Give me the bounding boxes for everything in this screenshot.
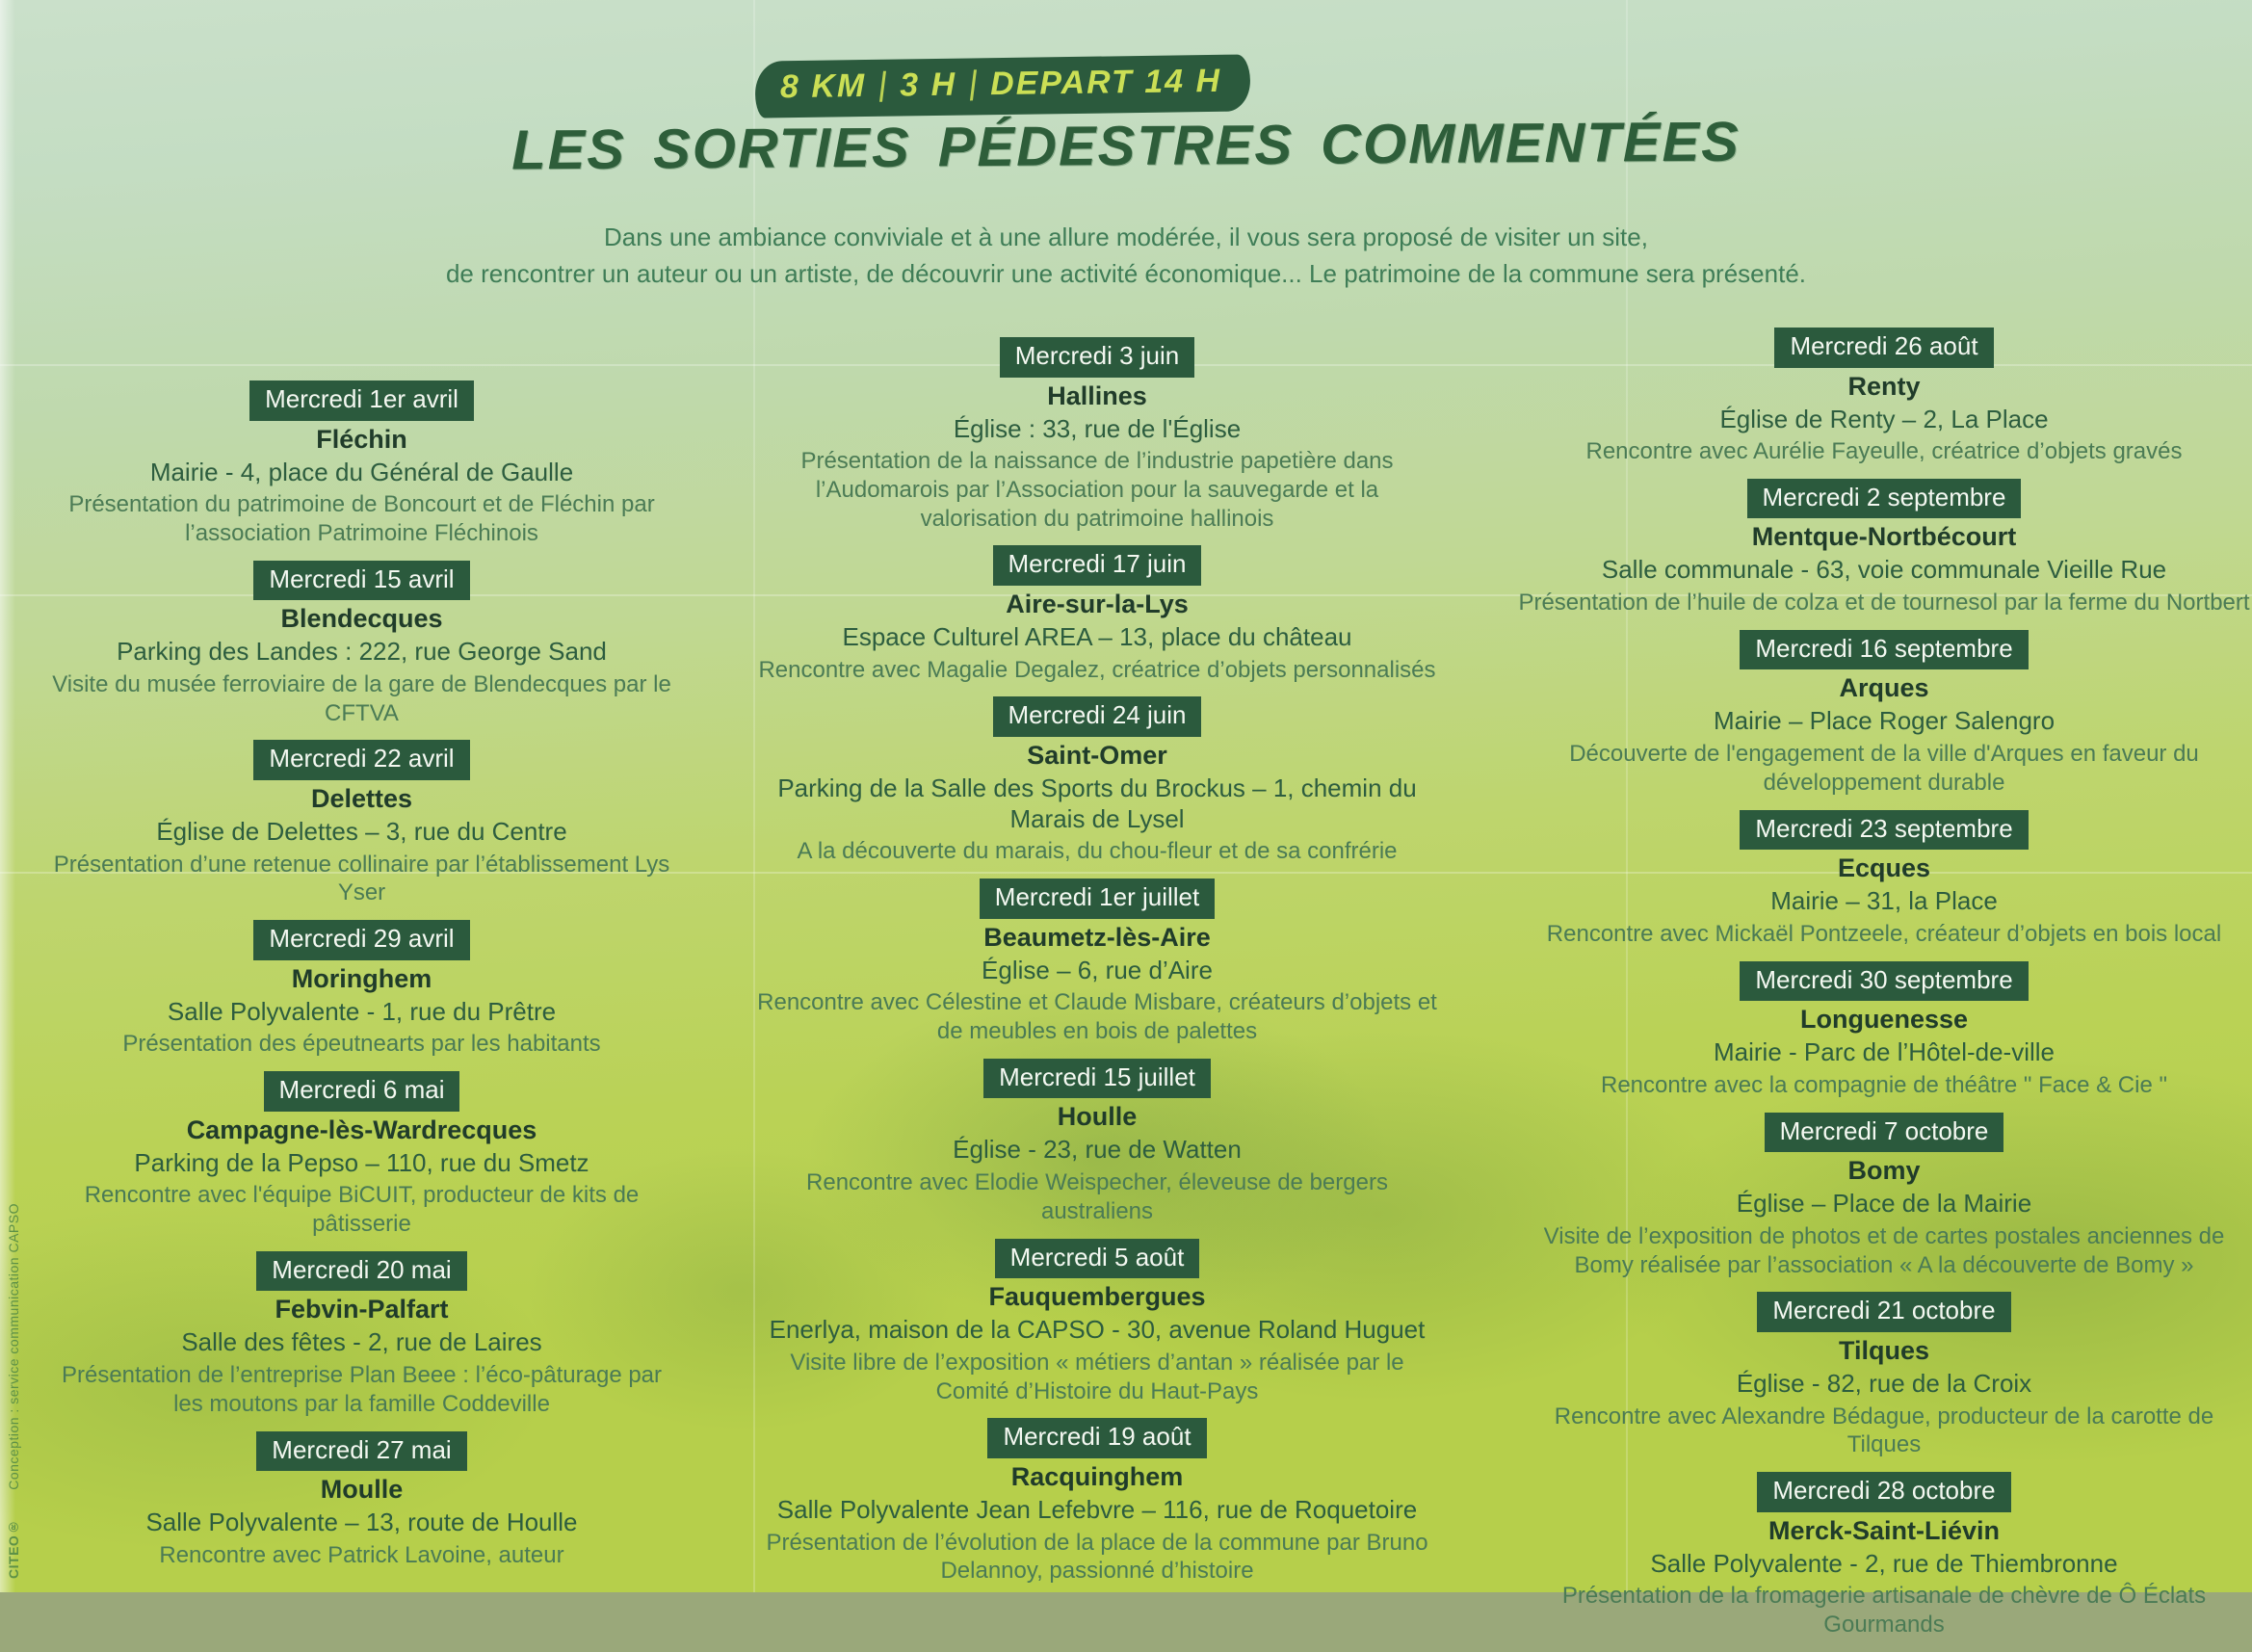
event-date-badge: Mercredi 5 août — [995, 1239, 1200, 1279]
event-date-badge: Mercredi 21 octobre — [1757, 1292, 2010, 1332]
event-description: Rencontre avec Alexandre Bédague, producteur de la carotte de Tilques — [1554, 1403, 2214, 1458]
event-description: Rencontre avec Elodie Weispecher, éleveuse de bergers australiens — [806, 1169, 1388, 1224]
intro-line-2: de rencontrer un auteur ou un artiste, de découvrir une activité économique... Le patrimoine de la commune sera présenté. — [445, 258, 1807, 288]
event-venue: Enerlya, maison de la CAPSO - 30, avenue Roland Huguet — [769, 1315, 1426, 1345]
event-date-badge: Mercredi 6 mai — [264, 1071, 460, 1112]
event-venue: Salle communale - 63, voie communale Vieille Rue — [1601, 555, 2167, 585]
event-commune: Febvin-Palfart — [275, 1295, 449, 1324]
credit-vertical-text — [6, 1203, 21, 1579]
event-venue: Espace Culturel AREA – 13, place du château — [842, 621, 1352, 651]
event-description: Rencontre avec Magalie Degalez, créatrice d’objets personnalisés — [758, 656, 1436, 683]
event-description: Rencontre avec Patrick Lavoine, auteur — [159, 1541, 564, 1568]
event-description: Découverte de l'engagement de la ville d'Arques en faveur du développement durable — [1569, 741, 2199, 796]
event-venue: Église – 6, rue d’Aire — [982, 955, 1213, 984]
walk-info-badge — [755, 54, 1251, 118]
event-description: Visite de l’exposition de photos et de cartes postales anciennes de Bomy réalisée par l’association « A la découverte de Bomy » — [1543, 1222, 2225, 1278]
event-commune: Tilques — [1838, 1335, 1930, 1365]
event — [1518, 479, 2250, 617]
event-description: Présentation de l’évolution de la place de la commune par Bruno Delannoy, passionné d’histoire — [766, 1529, 1428, 1585]
events-column-september-october — [1518, 328, 2250, 1652]
event-venue: Église de Renty – 2, La Place — [1719, 404, 2049, 433]
event-date-badge: Mercredi 15 juillet — [983, 1059, 1211, 1099]
event — [757, 337, 1437, 533]
event-venue: Salle Polyvalente Jean Lefebvre – 116, rue de Roquetoire — [776, 1494, 1418, 1524]
event-venue: Église – Place de la Mairie — [1736, 1189, 2032, 1219]
event-date-badge: Mercredi 1er juillet — [980, 878, 1215, 919]
page-title: LES SORTIES PÉDESTRES COMMENTÉES — [511, 110, 1741, 182]
event-description: Rencontre avec Mickaël Pontzeele, créateur d’objets en bois local — [1546, 920, 2222, 947]
event-date-badge: Mercredi 27 mai — [256, 1431, 466, 1472]
event-date-badge: Mercredi 28 octobre — [1757, 1472, 2010, 1512]
event-date-badge: Mercredi 24 juin — [993, 696, 1202, 737]
event-date-badge: Mercredi 3 juin — [1000, 337, 1195, 378]
event-commune: Renty — [1847, 371, 1921, 401]
event-venue: Parking de la Salle des Sports du Brockus – 1, chemin du Marais de Lysel — [777, 773, 1417, 833]
event — [46, 1251, 677, 1419]
event — [757, 696, 1437, 866]
event-date-badge: Mercredi 29 avril — [253, 920, 469, 960]
event-venue: Église - 23, rue de Watten — [953, 1135, 1242, 1165]
event-commune: Houlle — [1057, 1102, 1138, 1132]
intro-text — [0, 220, 2252, 292]
event — [757, 545, 1437, 684]
event-venue: Église - 82, rue de la Croix — [1736, 1368, 2032, 1398]
event-description: Visite du musée ferroviaire de la gare de Blendecques par le CFTVA — [52, 670, 671, 726]
event — [1518, 1292, 2250, 1459]
event-date-badge: Mercredi 26 août — [1774, 328, 1993, 368]
event — [1518, 1472, 2250, 1639]
event-commune: Longuenesse — [1799, 1005, 1969, 1035]
event-venue: Parking des Landes : 222, rue George Sand — [117, 637, 607, 667]
event — [757, 1239, 1437, 1406]
event-description: Rencontre avec l'équipe BiCUIT, producteur de kits de pâtisserie — [84, 1182, 640, 1238]
event-date-badge: Mercredi 20 mai — [256, 1251, 466, 1292]
walk-departure: DEPART 14 H — [989, 62, 1222, 103]
event-venue: Salle des fêtes - 2, rue de Laires — [181, 1327, 542, 1357]
separator-bar — [879, 70, 886, 101]
event-description: Présentation de l’huile de colza et de tournesol par la ferme du Nortbert — [1518, 590, 2250, 616]
event — [1518, 328, 2250, 466]
event-description: Présentation des épeutnearts par les habitants — [122, 1031, 601, 1058]
event-commune: Blendecques — [280, 604, 443, 634]
event-description: Rencontre avec la compagnie de théâtre " Face & Cie " — [1600, 1071, 2168, 1098]
event — [757, 1418, 1437, 1586]
event — [757, 1059, 1437, 1226]
event-commune: Delettes — [310, 783, 413, 813]
intro-line-1: Dans une ambiance conviviale et à une allure modérée, il vous sera proposé de visiter un site, — [604, 223, 1648, 251]
event-description: Présentation de la fromagerie artisanale de chèvre de Ô Éclats Gourmands — [1561, 1583, 2207, 1638]
event-date-badge: Mercredi 19 août — [987, 1418, 1206, 1458]
event-commune: Bomy — [1847, 1156, 1921, 1186]
event — [757, 878, 1437, 1046]
event-commune: Ecques — [1837, 853, 1931, 883]
separator-bar — [970, 69, 977, 100]
event — [1518, 961, 2250, 1100]
event-description: Rencontre avec Célestine et Claude Misbare, créateurs d’objets et de meubles en bois de palettes — [757, 989, 1437, 1045]
event-commune: Mentque-Nortbécourt — [1751, 522, 2017, 552]
event-date-badge: Mercredi 30 septembre — [1740, 961, 2028, 1002]
events-column-june-august — [757, 337, 1437, 1598]
event-commune: Moringhem — [291, 963, 432, 993]
event-description: Rencontre avec Aurélie Fayeulle, créatrice d’objets gravés — [1585, 438, 2183, 465]
event-description: A la découverte du marais, du chou-fleur et de sa confrérie — [797, 838, 1398, 865]
event-venue: Mairie – 31, la Place — [1770, 886, 1998, 916]
event-description: Présentation de la naissance de l’industrie papetière dans l’Audomarois par l’Association pour la sauvegarde et la valorisation du patrimoine hallinois — [800, 448, 1394, 532]
event-description: Présentation du patrimoine de Boncourt et de Fléchin par l’association Patrimoine Fléchinois — [68, 491, 655, 546]
event-venue: Église : 33, rue de l'Église — [953, 413, 1242, 443]
event-commune: Saint-Omer — [1027, 740, 1167, 770]
event-commune: Merck-Saint-Liévin — [1768, 1515, 2001, 1545]
event — [46, 1431, 677, 1570]
event-venue: Église de Delettes – 3, rue du Centre — [156, 816, 567, 846]
event-description: Visite libre de l’exposition « métiers d’antan » réalisée par le Comité d’Histoire du Haut-Pays — [790, 1349, 1404, 1404]
event-venue: Mairie - 4, place du Général de Gaulle — [149, 457, 574, 486]
event-date-badge: Mercredi 2 septembre — [1747, 479, 2022, 519]
event-venue: Parking de la Pepso – 110, rue du Smetz — [134, 1147, 589, 1177]
event-venue: Salle Polyvalente - 2, rue de Thiembronne — [1650, 1548, 2118, 1578]
event-commune: Beaumetz-lès-Aire — [983, 922, 1211, 952]
event-description: Présentation d’une retenue collinaire par l’établissement Lys Yser — [53, 851, 670, 906]
event — [1518, 810, 2250, 949]
event — [46, 561, 677, 728]
event-commune: Fléchin — [316, 424, 407, 454]
event-date-badge: Mercredi 17 juin — [993, 545, 1202, 586]
event — [1518, 630, 2250, 798]
event — [46, 740, 677, 907]
event-commune: Arques — [1839, 673, 1929, 703]
event-commune: Campagne-lès-Wardrecques — [186, 1114, 537, 1144]
credit-line: Conception : service communication CAPSO — [6, 1203, 21, 1490]
event-commune: Fauquembergues — [988, 1282, 1206, 1312]
event-venue: Mairie – Place Roger Salengro — [1713, 706, 2056, 736]
walk-duration: 3 H — [899, 66, 957, 104]
event-date-badge: Mercredi 7 octobre — [1765, 1113, 2004, 1153]
event-commune: Moulle — [320, 1475, 404, 1505]
event-date-badge: Mercredi 23 septembre — [1740, 810, 2028, 851]
event-date-badge: Mercredi 1er avril — [249, 380, 474, 421]
event — [46, 380, 677, 548]
event-venue: Mairie - Parc de l’Hôtel-de-ville — [1714, 1037, 2055, 1067]
event-venue: Salle Polyvalente - 1, rue du Prêtre — [167, 996, 557, 1026]
walk-distance: 8 KM — [779, 66, 867, 106]
event-commune: Aire-sur-la-Lys — [1006, 589, 1189, 618]
event-commune: Racquinghem — [1010, 1461, 1184, 1491]
event — [1518, 1113, 2250, 1280]
event — [46, 920, 677, 1059]
event-description: Présentation de l’entreprise Plan Beee : l’éco-pâturage par les moutons par la famille Coddeville — [61, 1362, 663, 1417]
event-date-badge: Mercredi 15 avril — [253, 561, 469, 601]
events-column-april-may — [46, 380, 677, 1583]
event-commune: Hallines — [1047, 380, 1147, 410]
citeo-logo: CITEO® — [6, 1519, 21, 1579]
event-date-badge: Mercredi 22 avril — [253, 740, 469, 780]
event — [46, 1071, 677, 1239]
event-date-badge: Mercredi 16 septembre — [1740, 630, 2028, 670]
event-venue: Salle Polyvalente – 13, route de Houlle — [145, 1508, 578, 1537]
